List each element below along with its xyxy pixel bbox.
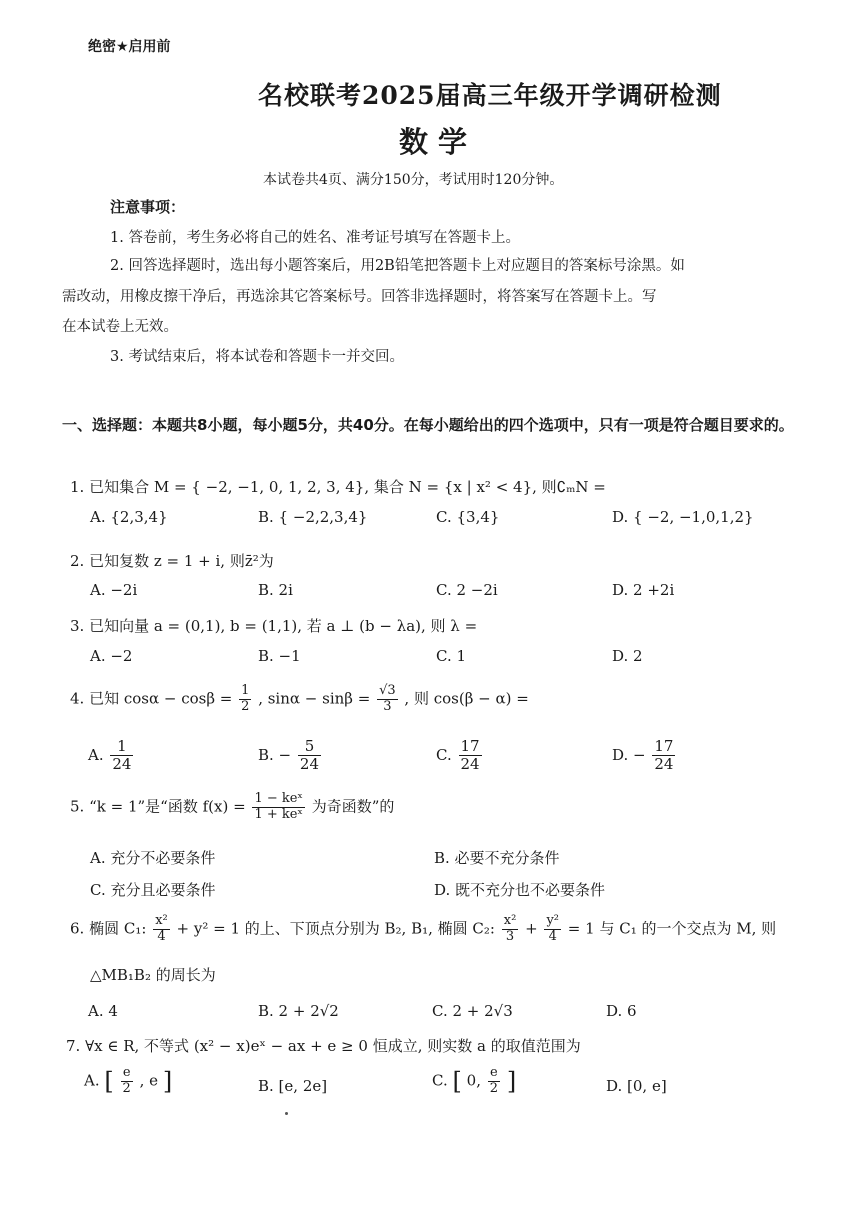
question-4-option-d — [612, 738, 677, 774]
question-6-stem-pre: 6. 椭圆 C₁: — [70, 919, 147, 938]
question-5-function-fraction — [252, 792, 305, 823]
question-4-option-c-fraction — [459, 738, 482, 774]
question-2-option-a: A. −2i — [90, 581, 138, 599]
question-1-option-c: C. {3,4} — [436, 508, 500, 526]
question-2-option-c: C. 2 −2i — [436, 581, 498, 599]
question-4-option-c-denominator: 24 — [460, 755, 480, 774]
exam-title: 名校联考2025届高三年级开学调研检测 — [258, 81, 722, 110]
question-4-option-d-label: D. − — [612, 745, 646, 764]
question-4-stem-mid: , sinα − sinβ = — [258, 689, 371, 708]
question-2-option-d: D. 2 +2i — [612, 581, 675, 599]
notice-item-3: 3. 考试结束后，将本试卷和答题卡一并交回。 — [110, 349, 404, 365]
question-7-option-c-fraction — [488, 1066, 500, 1097]
question-6-option-d: D. 6 — [606, 1002, 637, 1020]
question-7-option-a-denominator: 2 — [122, 1080, 131, 1096]
question-3-option-b: B. −1 — [258, 647, 301, 665]
question-6-ellipse-2a-denominator: 3 — [505, 928, 515, 944]
question-5-option-c: C. 充分且必要条件 — [90, 881, 216, 899]
question-6-ellipse-2b-fraction — [544, 914, 561, 945]
question-4-option-c — [436, 738, 484, 774]
question-4-option-d-denominator: 24 — [654, 755, 674, 774]
question-6-option-a: A. 4 — [88, 1002, 118, 1020]
question-4-option-b-denominator: 24 — [299, 755, 320, 774]
subject-title: 数学 — [399, 125, 478, 159]
notice-item-2-continued-2: 在本试卷上无效。 — [62, 319, 178, 335]
notice-heading: 注意事项： — [110, 198, 186, 216]
question-4-option-b-numerator: 5 — [298, 738, 321, 756]
question-4-option-b-fraction — [298, 738, 321, 774]
question-3-option-c: C. 1 — [436, 647, 467, 665]
question-7-option-a-fraction — [121, 1066, 133, 1097]
question-5-option-d: D. 既不充分也不必要条件 — [434, 881, 606, 899]
question-4-option-d-fraction — [652, 738, 675, 774]
question-5-stem — [70, 792, 394, 823]
question-4-fraction-2-numerator: √3 — [379, 683, 396, 698]
question-6-option-c: C. 2 + 2√3 — [432, 1002, 513, 1020]
question-4-stem — [70, 684, 529, 715]
question-7-option-a-left-bracket: [ — [104, 1067, 114, 1096]
section-1-heading: 一、选择题：本题共8小题，每小题5分，共40分。在每小题给出的四个选项中，只有一项是符合题目要求的。 — [62, 416, 794, 434]
question-1-option-b: B. { −2,2,3,4} — [258, 508, 368, 526]
question-6-ellipse-1-fraction — [153, 914, 170, 945]
question-5-option-b: B. 必要不充分条件 — [434, 849, 560, 867]
question-1-option-d: D. { −2, −1,0,1,2} — [612, 508, 754, 526]
question-6-stem-mid-2: = 1 与 C₁ 的一个交点为 M, 则 — [567, 919, 777, 938]
question-2-option-b: B. 2i — [258, 581, 293, 599]
question-4-stem-pre: 4. 已知 cosα − cosβ = — [70, 689, 233, 708]
question-7-option-a-right-bracket: ] — [162, 1067, 173, 1096]
question-4-option-a-label: A. — [88, 745, 104, 764]
question-4-option-d-numerator: 17 — [654, 737, 674, 755]
question-4-option-a-fraction — [110, 738, 133, 774]
question-1-option-a: A. {2,3,4} — [90, 508, 168, 526]
notice-item-2: 2. 回答选择题时，选出每小题答案后，用2B铅笔把答题卡上对应题目的答案标号涂黑。如 — [110, 258, 685, 274]
question-4-option-b — [258, 738, 323, 774]
question-6-ellipse-2a-fraction — [502, 914, 519, 945]
question-5-fraction-denominator: 1 + keˣ — [254, 806, 303, 822]
question-3-option-a: A. −2 — [90, 647, 133, 665]
question-3-stem: 3. 已知向量 a = (0,1), b = (1,1), 若 a ⊥ (b − λa), 则 λ = — [70, 617, 478, 635]
question-4-option-a — [88, 738, 135, 774]
question-6-ellipse-2a-numerator: x² — [503, 913, 517, 928]
question-7-option-d: D. [0, e] — [606, 1077, 667, 1095]
question-7-option-a-tail: , e — [139, 1071, 159, 1090]
question-4-fraction-1-numerator: 1 — [241, 683, 250, 698]
question-3-option-d: D. 2 — [612, 647, 643, 665]
scan-speck — [285, 1112, 288, 1115]
question-5-stem-pre: 5. “k = 1”是“函数 f(x) = — [70, 797, 246, 816]
question-4-fraction-1 — [239, 684, 251, 715]
question-6-ellipse-1-numerator: x² — [155, 913, 168, 928]
question-2-stem: 2. 已知复数 z = 1 + i, 则z̄²为 — [70, 552, 274, 570]
question-4-fraction-1-denominator: 2 — [241, 698, 250, 714]
question-4-option-c-label: C. — [436, 745, 452, 764]
question-6-stem-mid-1: + y² = 1 的上、下顶点分别为 B₂, B₁, 椭圆 C₂: — [176, 919, 495, 938]
question-6-option-b: B. 2 + 2√2 — [258, 1002, 339, 1020]
question-5-fraction-numerator: 1 − keˣ — [254, 791, 303, 806]
question-7-stem: 7. ∀x ∈ R, 不等式 (x² − x)eˣ − ax + e ≥ 0 恒成立, 则实数 a 的取值范围为 — [66, 1037, 581, 1055]
question-6-ellipse-2b-numerator: y² — [546, 913, 560, 928]
question-4-option-a-numerator: 1 — [110, 738, 133, 756]
question-1-stem: 1. 已知集合 M = { −2, −1, 0, 1, 2, 3, 4}, 集合 N = {x | x² < 4}, 则∁ₘN = — [70, 478, 606, 496]
exam-info: 本试卷共4页、满分150分，考试用时120分钟。 — [263, 172, 564, 188]
question-6-plus: + — [525, 919, 538, 938]
question-7-option-c — [432, 1066, 516, 1097]
question-6-stem-line-2: △MB₁B₂ 的周长为 — [90, 966, 216, 984]
question-7-option-c-right-bracket: ] — [506, 1067, 517, 1096]
question-7-option-c-left-bracket: [ — [452, 1067, 462, 1096]
question-6-stem — [70, 914, 776, 945]
question-7-option-c-denominator: 2 — [489, 1080, 499, 1096]
question-5-option-a: A. 充分不必要条件 — [90, 849, 216, 867]
question-7-option-c-numerator: e — [488, 1066, 500, 1082]
notice-item-2-continued: 需改动，用橡皮擦干净后，再选涂其它答案标号。回答非选择题时，将答案写在答题卡上。写 — [62, 289, 657, 305]
question-6-ellipse-1-denominator: 4 — [157, 928, 166, 944]
question-7-option-c-lower: 0, — [466, 1071, 481, 1090]
question-7-option-c-label: C. — [432, 1071, 448, 1090]
question-6-ellipse-2b-denominator: 4 — [548, 928, 557, 944]
question-4-fraction-2-denominator: 3 — [383, 698, 392, 714]
question-5-stem-post: 为奇函数”的 — [311, 797, 395, 816]
notice-item-1: 1. 答卷前，考生务必将自己的姓名、准考证号填写在答题卡上。 — [110, 230, 520, 246]
question-7-option-b: B. [e, 2e] — [258, 1077, 328, 1095]
question-4-option-a-denominator: 24 — [112, 755, 132, 774]
question-7-option-a-label: A. — [84, 1071, 100, 1090]
question-7-option-a — [84, 1066, 172, 1097]
question-4-fraction-2 — [377, 684, 398, 715]
confidential-label: 绝密★启用前 — [88, 39, 171, 55]
question-4-option-c-numerator: 17 — [460, 737, 480, 755]
question-4-stem-post: , 则 cos(β − α) = — [404, 689, 529, 708]
question-7-option-a-numerator: e — [121, 1066, 133, 1082]
question-4-option-b-label: B. − — [258, 745, 292, 764]
